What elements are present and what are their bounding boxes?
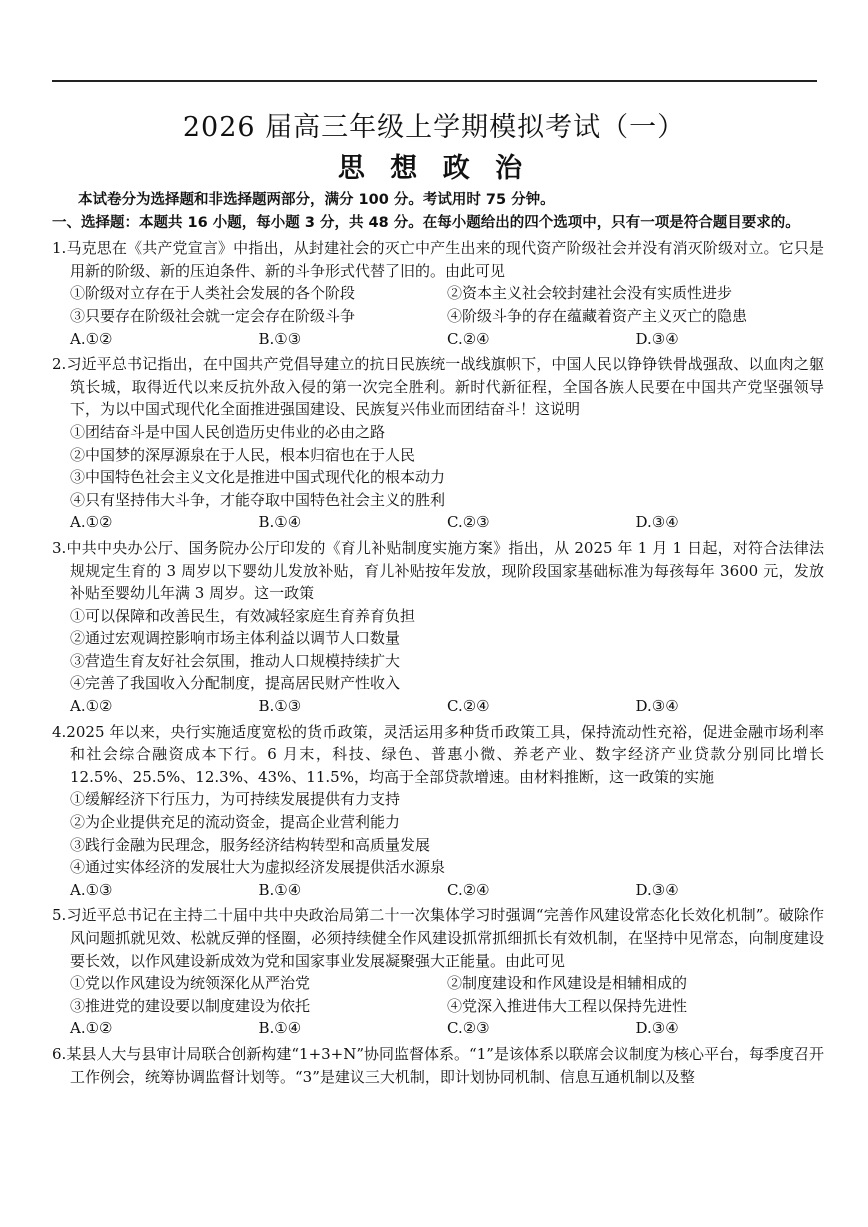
option: ④只有坚持伟大斗争，才能夺取中国特色社会主义的胜利 [70, 490, 446, 509]
answer-choice: B.①④ [258, 513, 302, 532]
answer-choices [52, 511, 824, 534]
option: ②资本主义社会较封建社会没有实质性进步 [447, 284, 733, 303]
option: ①阶级对立存在于人类社会发展的各个阶段 [70, 284, 356, 303]
option: ①团结奋斗是中国人民创造历史伟业的必由之路 [70, 422, 386, 441]
answer-choice: C.②④ [447, 697, 490, 716]
option: ③推进党的建设要以制度建设为依托 [70, 996, 311, 1015]
option: ④阶级斗争的存在蕴藏着资产主义灭亡的隐患 [447, 306, 748, 325]
exam-content [52, 189, 824, 1088]
option: ③营造生育友好社会氛围，推动人口规模持续扩大 [70, 651, 401, 670]
option: ④通过实体经济的发展壮大为虚拟经济发展提供活水源泉 [70, 858, 446, 877]
option: ①缓解经济下行压力，为可持续发展提供有力支持 [70, 790, 401, 809]
option: ③践行金融为民理念，服务经济结构转型和高质量发展 [70, 835, 431, 854]
option-list [52, 788, 824, 878]
answer-choice: A.①② [70, 329, 113, 348]
answer-choices [52, 879, 824, 902]
exam-title: 2026 届高三年级上学期模拟考试（一） [182, 112, 686, 143]
question-2 [52, 353, 824, 534]
answer-choice: B.①③ [258, 329, 302, 348]
question-stem: 4.2025 年以来，央行实施适度宽松的货币政策，灵活运用多种货币政策工具，保持流动性充裕，促进金融市场利率和社会综合融资成本下行。6 月末，科技、绿色、普惠小微、养老产业、数字经济产业贷款分别同比增长 12.5%、25.5%、12.3%、43%、11.5%，均高于全部贷款增速。由材料推断，这一政策的实施 [52, 722, 824, 786]
subject-title: 思 想 政 治 [337, 153, 531, 184]
answer-choice: D.③④ [635, 880, 679, 899]
option-list [52, 282, 824, 327]
question-4 [52, 721, 824, 902]
question-1 [52, 237, 824, 350]
question-stem: 5.习近平总书记在主持二十届中共中央政治局第二十一次集体学习时强调“完善作风建设常态化长效化机制”。破除作风问题抓就见效、松就反弹的怪圈，必须持续健全作风建设抓常抓细抓长有效机制，在坚持中见常态，向制度建设要长效，以作风建设新成效为党和国家事业发展凝聚强大正能量。由此可见 [52, 906, 824, 970]
answer-choices [52, 328, 824, 351]
option: ④党深入推进伟大工程以保持先进性 [447, 996, 688, 1015]
question-5 [52, 904, 824, 1040]
option: ①可以保障和改善民生，有效减轻家庭生育养育负担 [70, 606, 416, 625]
answer-choice: D.③④ [635, 513, 679, 532]
answer-choice: C.②③ [447, 513, 490, 532]
answer-choices [52, 695, 824, 718]
option-list [52, 972, 824, 1017]
section-heading: 一、选择题：本题共 16 小题，每小题 3 分，共 48 分。在每小题给出的四个选项中，只有一项是符合题目要求的。 [52, 214, 800, 231]
answer-choice: A.①② [70, 697, 113, 716]
option: ①党以作风建设为统领深化从严治党 [70, 974, 311, 993]
option: ④完善了我国收入分配制度，提高居民财产性收入 [70, 674, 401, 693]
answer-choice: D.③④ [635, 1019, 679, 1038]
option: ③只要存在阶级社会就一定会存在阶级斗争 [70, 306, 356, 325]
answer-choice: B.①④ [258, 1019, 302, 1038]
question-stem: 2.习近平总书记指出，在中国共产党倡导建立的抗日民族统一战线旗帜下，中国人民以铮铮铁骨战强敌、以血肉之躯筑长城，取得近代以来反抗外敌入侵的第一次完全胜利。新时代新征程，全国各族人民要在中国共产党坚强领导下，为以中国式现代化全面推进强国建设、民族复兴伟业而团结奋斗！这说明 [52, 355, 824, 419]
answer-choice: B.①③ [258, 697, 302, 716]
answer-choice: D.③④ [635, 329, 679, 348]
question-stem: 1.马克思在《共产党宣言》中指出，从封建社会的灭亡中产生出来的现代资产阶级社会并没有消灭阶级对立。它只是用新的阶级、新的压迫条件、新的斗争形式代替了旧的。由此可见 [52, 239, 824, 280]
question-3 [52, 537, 824, 718]
answer-choice: A.①③ [70, 880, 113, 899]
option: ③中国特色社会主义文化是推进中国式现代化的根本动力 [70, 468, 446, 487]
question-stem: 6.某县人大与县审计局联合创新构建“1+3+N”协同监督体系。“1”是该体系以联席会议制度为核心平台，每季度召开工作例会，统筹协调监督计划等。“3”是建议三大机制，即计划协同机制、信息互通机制以及整 [52, 1044, 824, 1086]
answer-choice: D.③④ [635, 697, 679, 716]
top-rule [52, 80, 817, 82]
intro-note: 本试卷分为选择题和非选择题两部分，满分 100 分。考试用时 75 分钟。 [78, 192, 555, 208]
answer-choice: A.①② [70, 1019, 113, 1038]
answer-choice: C.②④ [447, 880, 490, 899]
option: ②为企业提供充足的流动资金，提高企业营利能力 [70, 813, 401, 832]
option-list [52, 605, 824, 695]
question-stem: 3.中共中央办公厅、国务院办公厅印发的《育儿补贴制度实施方案》指出，从 2025 年 1 月 1 日起，对符合法律法规规定生育的 3 周岁以下婴幼儿发放补贴，育儿补贴按年发放，现阶段国家基础标准为每孩每年 3600 元，发放补贴至婴幼儿年满 3 周岁。这一政策 [52, 538, 824, 603]
option: ②通过宏观调控影响市场主体利益以调节人口数量 [70, 629, 401, 648]
answer-choices [52, 1017, 824, 1040]
answer-choice: C.②③ [447, 1019, 490, 1038]
answer-choice: C.②④ [447, 329, 490, 348]
answer-choice: B.①④ [258, 880, 302, 899]
question-6 [52, 1043, 824, 1088]
option-list [52, 421, 824, 511]
answer-choice: A.①② [70, 513, 113, 532]
option: ②中国梦的深厚源泉在于人民，根本归宿也在于人民 [70, 445, 416, 464]
option: ②制度建设和作风建设是相辅相成的 [447, 974, 688, 993]
